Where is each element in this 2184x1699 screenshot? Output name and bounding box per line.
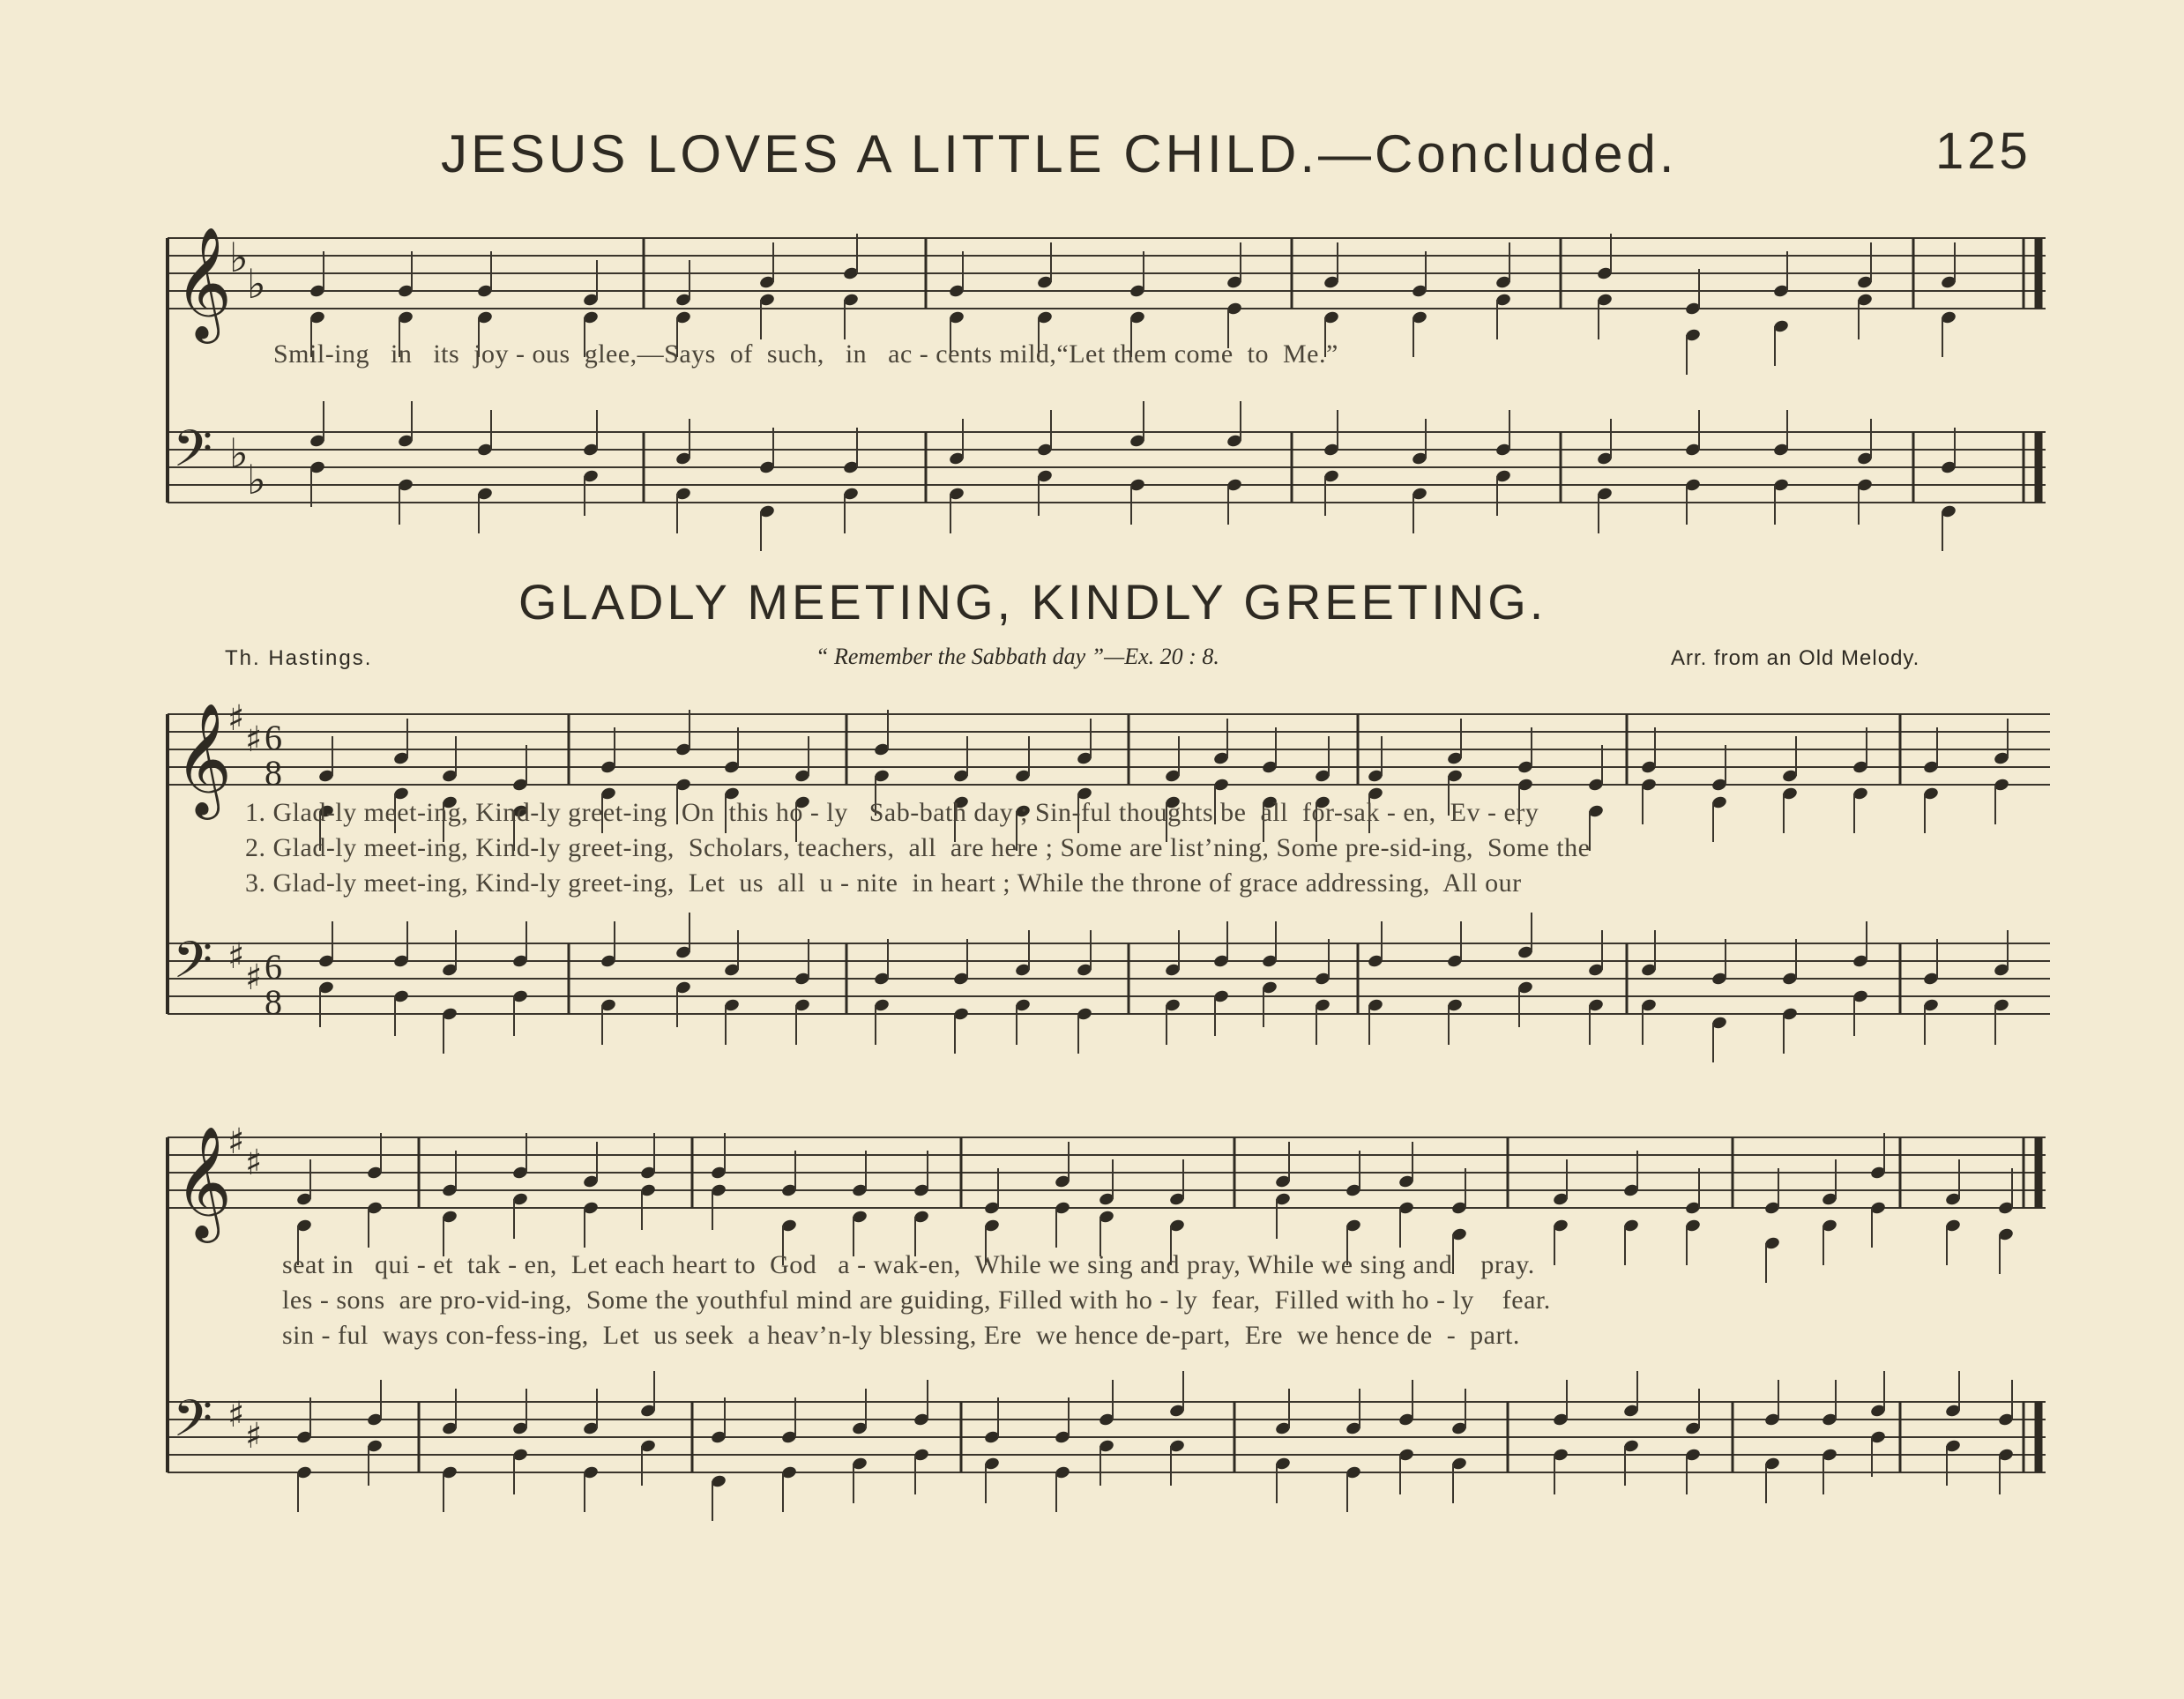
song1-treble-staff: [168, 226, 2046, 344]
sharp-icon: ♯: [245, 719, 263, 760]
song2-verse3-line2: sin - ful ways con-fess-ing, Let us seek a heav’n-ly blessing, Ere we hence de-part, Ere we hence de - part.: [282, 1321, 1520, 1350]
song1-title-main: JESUS LOVES A LITTLE CHILD.: [441, 124, 1318, 183]
flat-icon: ♭: [247, 456, 266, 503]
song2-bass-staff-1: [168, 930, 2050, 1022]
composer-credit: Th. Hastings.: [225, 646, 373, 670]
sharp-icon: ♯: [245, 1416, 263, 1457]
flat-icon: ♭: [229, 429, 249, 477]
treble-clef-icon: 𝄞: [175, 226, 233, 339]
scripture-reference: “ Remember the Sabbath day ”—Ex. 20 : 8.: [816, 644, 1219, 669]
sharp-icon: ♯: [227, 698, 245, 739]
time-signature-bottom: 8: [265, 753, 282, 793]
time-signature-bottom: 8: [265, 982, 282, 1022]
sharp-icon: ♯: [227, 1121, 245, 1162]
sharp-icon: ♯: [245, 958, 263, 998]
sharp-icon: ♯: [245, 1143, 263, 1183]
bass-clef-icon: 𝄢: [173, 930, 213, 1002]
treble-clef-icon: 𝄞: [175, 702, 233, 815]
time-signature-top: 6: [265, 718, 282, 757]
song2-verse2-line1: 2. Glad-ly meet-ing, Kind-ly greet-ing, Scholars, teachers, all are here ; Some are list’ning, Some pre-sid-ing, Some the: [245, 833, 1591, 862]
time-signature-top: 6: [265, 947, 282, 987]
song2-verse1-line2: seat in qui - et tak - en, Let each heart to God a - wak-en, While we sing and pray, While we sing and pray.: [282, 1250, 1535, 1279]
bar-lines: [569, 714, 1900, 1014]
song2-title: GLADLY MEETING, KINDLY GREETING.: [518, 574, 1547, 630]
song2-verse2-line2: les - sons are pro-vid-ing, Some the youthful mind are guiding, Filled with ho - ly fear, Filled with ho - ly fear.: [282, 1285, 1551, 1315]
song1-bass-staff: [168, 419, 2046, 503]
song2-treble-staff-2: [168, 1121, 2046, 1243]
song1-lyric-line: Smil-ing in its joy - ous glee,—Says of such, in ac - cents mild,“Let them come to Me.”: [273, 339, 1338, 369]
bass-clef-icon: 𝄢: [173, 1389, 213, 1461]
bass-clef-icon: 𝄢: [173, 419, 213, 491]
page-number: 125: [1935, 123, 2031, 180]
sharp-icon: ♯: [227, 936, 245, 977]
treble-clef-icon: 𝄞: [175, 1125, 233, 1238]
song2-verse1-line1: 1. Glad-ly meet-ing, Kind-ly greet-ing On this ho - ly Sab-bath day ; Sin-ful thoughts be all for-sak - en, Ev - ery: [245, 798, 1539, 827]
song2-score-system-1: [0, 688, 2184, 1040]
song2-verse3-line1: 3. Glad-ly meet-ing, Kind-ly greet-ing, Let us all u - nite in heart ; While the throne of grace addressing, All our: [245, 868, 1522, 898]
song1-title: [441, 123, 1678, 184]
flat-icon: ♭: [247, 260, 266, 308]
song1-title-suffix: —Concluded.: [1318, 124, 1678, 183]
arranger-credit: Arr. from an Old Melody.: [1671, 646, 1920, 670]
sharp-icon: ♯: [227, 1395, 245, 1435]
flat-icon: ♭: [229, 234, 249, 281]
song1-score-system: [0, 212, 2184, 529]
